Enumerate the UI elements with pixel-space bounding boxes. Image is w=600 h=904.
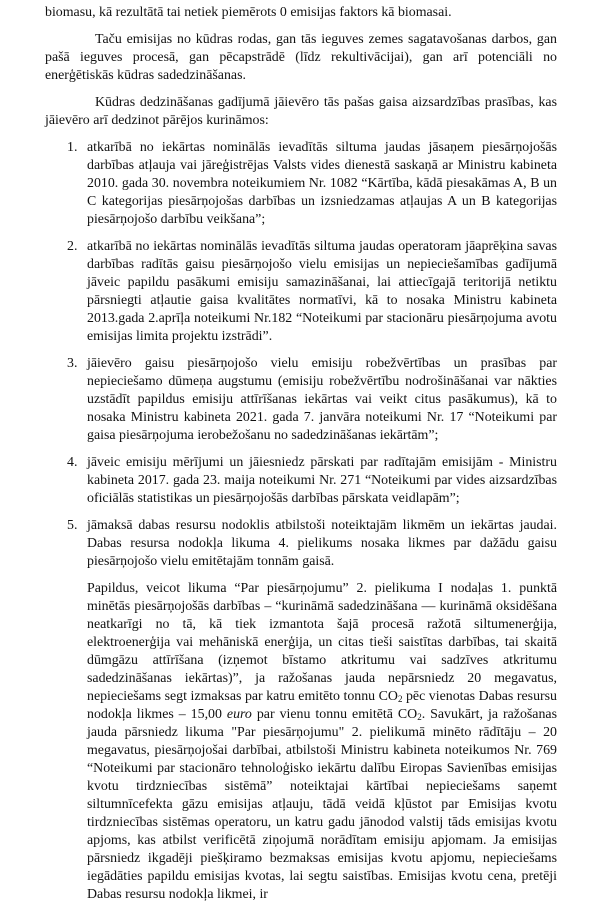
- paragraph-biomass: biomasu, kā rezultātā tai netiek piemērots 0 emisijas faktors kā biomasai.: [45, 5, 452, 20]
- paragraph-co2-tax: Papildus, veicot likuma “Par piesārņojumu” 2. pielikuma I nodaļas 1. punktā minētās piesārņojošās darbības – “kurināmā sadedzināšana — kurināmā oksidēšana neatkarīgi no tā, kā tiek izmantota šajā procesā ražotā siltumenerģija, elektroenerģija vai mehāniskā enerģija, un citas tieši saistītas darbības, tai skaitā dūmgāzu attīrīšana (izņemot bīstamo atkritumu vai sadzīves atkritumu sadedzināšanas iekārtas)”, ja ražošanas jauda nepārsniedz 20 megavatus, nepieciešams segt izmaksas par katru emitēto tonnu $CO_2$ pēc vienotas Dabas resursu nodokļa likmes – 15,00 euro par vienu tonnu emitētā $CO_2$. Savukārt, ja ražošanas jauda pārsniedz likuma "Par piesārņojumu" 2. pielikumā minēto rādītāju – 20 megavatus, piesārņojošai darbībai, atbilstoši Ministru kabineta noteikumos Nr. 769 “Noteikumi par stacionāro tehnoloģisko iekārtu dalību Eiropas Savienības emisijas kvotu tirdzniecības sistēmā” noteiktajai kārtībai nepieciešams saņemt siltumnīcefekta gāzu emisijas atļauju, tādā veidā kļūstot par Emisijas kvotu tirdzniecības sistēmas operatoru, un katru gadu jānodod valstij tāds emisijas kvotu apjoms, kas atbilst verificētā ziņojumā norādītam emisiju apjomam. Ja emisijas pārsniedz ikgadēji piešķiramo bezmaksas emisijas kvotu apjomu, nepieciešams iegādāties papildu emisijas kvotas, lai segtu saistības. Emisijas kvotu cena, pretēji Dabas resursu nodokļa likmei, ir: [87, 581, 557, 902]
- list-number: 2.: [67, 239, 78, 254]
- list-number: 1.: [67, 140, 78, 155]
- requirements-list: [45, 139, 557, 571]
- list-number: 3.: [67, 356, 78, 371]
- paragraph-requirements-intro: Kūdras dedzināšanas gadījumā jāievēro tās pašas gaisa aizsardzības prasības, kas jāievēro arī dedzinot pārējos kurināmos:: [45, 95, 557, 128]
- list-item: [45, 454, 557, 508]
- list-text: atkarībā no iekārtas nominālās ievadītās siltuma jaudas operatoram jāaprēķina savas darbības radītās gaisu piesārņojošo vielu emisijas un nepieciešamības gadījumā jāveic papildu pasākumi emisiju samazināšanai, lai attiecīgajā teritorijā netiktu pārsniegti atļautie gaisa kvalitātes normatīvi, kā to nosaka Ministru kabineta 2013.gada 2.aprīļa noteikumi Nr.182 “Noteikumi par stacionāru piesārņojuma avotu emisijas limita projektu izstrādi”.: [87, 239, 557, 344]
- list-item: [45, 139, 557, 229]
- list-text: jāmaksā dabas resursu nodoklis atbilstoši noteiktajām likmēm un iekārtas jaudai. Dabas resursa nodokļa likuma 4. pielikums nosaka likmes par dažādu gaisu piesārņojošo vielu emitētajām tonnām gaisā.: [87, 518, 557, 569]
- euro-italic: euro: [226, 707, 252, 722]
- list-text: jāievēro gaisu piesārņojošo vielu emisiju robežvērtības un prasības par nepieciešamo dūmeņa augstumu (emisiju robežvērtību nodrošināšanai var nākties uzstādīt papildus emisiju attīrīšanas iekārtas vai veikt citus pasākumus), kā to nosaka Ministru kabineta 2021. gada 7. janvāra noteikumi Nr. 17 “Noteikumi par gaisa piesārņojuma ierobežošanu no sadedzināšanas iekārtām”;: [87, 356, 557, 443]
- list-number: 5.: [67, 518, 78, 533]
- paragraph-peat-emissions: Taču emisijas no kūdras rodas, gan tās ieguves zemes sagatavošanas darbos, gan pašā ieguves procesā, gan pēcapstrādē (līdz rekultivācijai), gan arī potenciāli no enerģētiskās kūdras sadedzināšanas.: [45, 32, 557, 83]
- list-item: [45, 517, 557, 571]
- list-item: [45, 238, 557, 346]
- list-item: [45, 355, 557, 445]
- list-number: 4.: [67, 455, 78, 470]
- document-page: [45, 4, 557, 904]
- list-text: atkarībā no iekārtas nominālās ievadītās siltuma jaudas jāsaņem piesārņojošās darbības atļauja vai jāreģistrējas Valsts vides dienestā saskaņā ar Ministru kabineta 2010. gada 30. novembra noteikumiem Nr. 1082 “Kārtība, kādā piesakāmas A, B un C kategorijas piesārņojošas darbības un izsniedzamas atļaujas A un B kategorijas piesārņojošo darbību veikšana”;: [87, 140, 557, 227]
- list-text: jāveic emisiju mērījumi un jāiesniedz pārskati par radītajām emisijām - Ministru kabineta 2017. gada 23. maija noteikumi Nr. 271 “Noteikumi par vides aizsardzības oficiālās statistikas un piesārņojošās darbības pārskata veidlapām”;: [87, 455, 557, 506]
